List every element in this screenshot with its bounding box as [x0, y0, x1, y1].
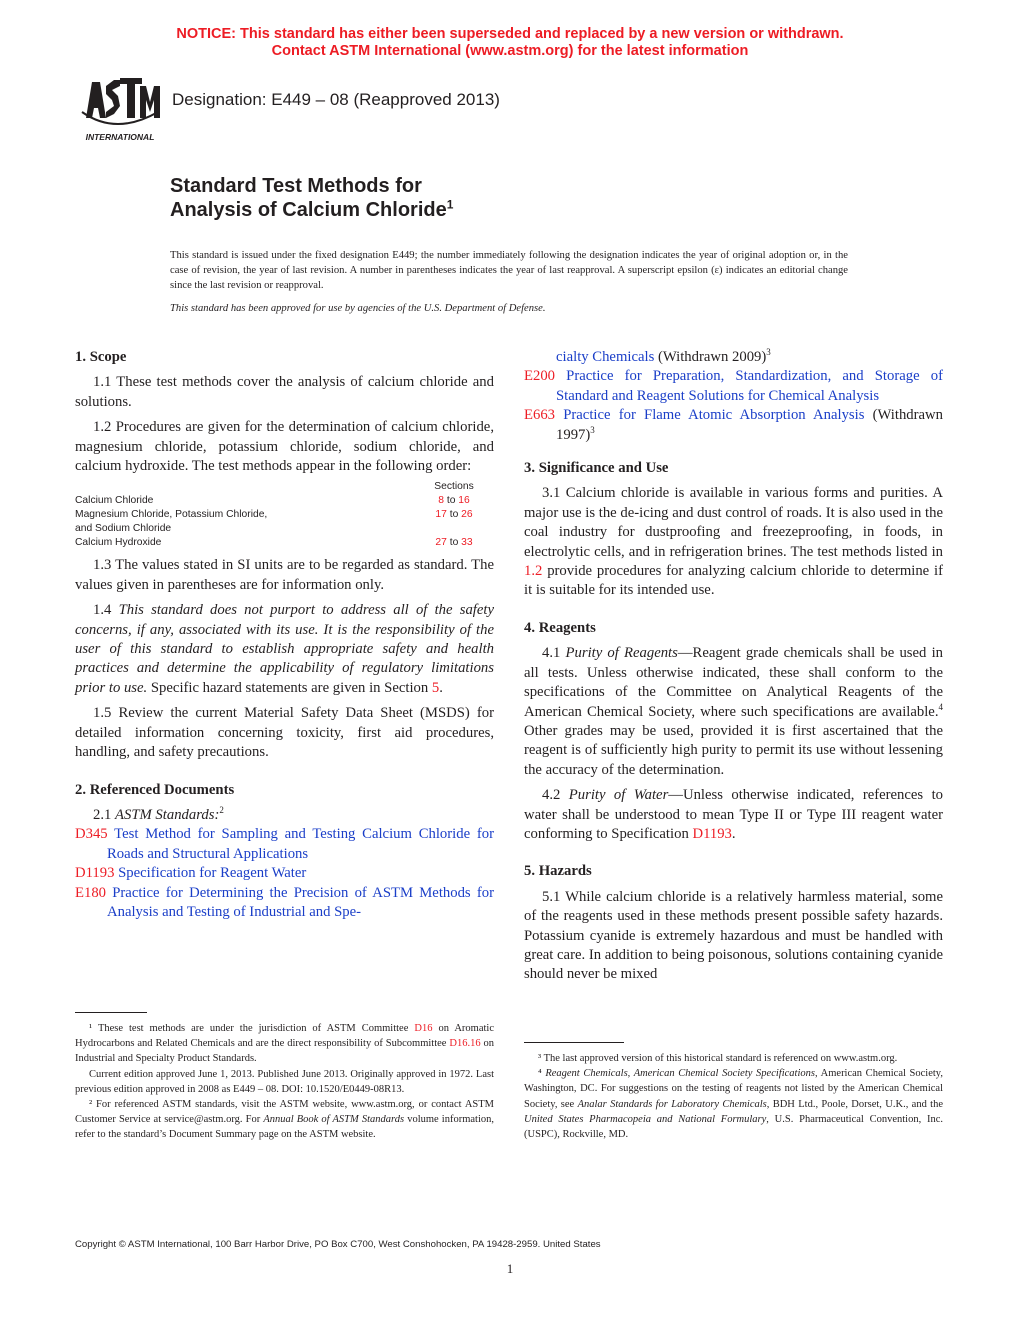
logo-label: INTERNATIONAL: [85, 132, 155, 142]
fn-link[interactable]: D16.16: [449, 1038, 481, 1050]
to-word: to: [449, 537, 459, 549]
para-text: Other grades may be used, provided it is first ascertained that the reagent is of sufficiently high purity to permit its use without lessening the accuracy of the determination.: [524, 722, 943, 778]
footnote-mark: 3: [766, 347, 771, 358]
title-footnote-mark: 1: [446, 197, 454, 212]
hazards-5-1: 5.1 While calcium chloride is a relatively harmless material, some of the reagents used in these methods present possible safety hazards. Potassium cyanide is extremely hazardous and must be handled with great care. In addition to being poisonous, solutions containing cyanide should never be mixed: [524, 888, 943, 983]
scope-heading: 1. Scope: [75, 349, 127, 365]
dod-note: This standard has been approved for use by agencies of the U.S. Department of Defense.: [170, 303, 546, 314]
footnote-mark: 4: [938, 701, 943, 712]
footnotes-right: [524, 1051, 943, 1142]
title-line-1: Standard Test Methods for: [170, 175, 422, 197]
para-label: Purity of Reagents: [565, 645, 678, 662]
title-line-2: [170, 199, 453, 222]
ref-code[interactable]: E663: [524, 407, 556, 424]
ref-item-d1193[interactable]: [75, 864, 494, 883]
section-link[interactable]: 8: [438, 495, 444, 507]
supersede-notice: [0, 26, 1020, 60]
ref-title[interactable]: Practice for Determining the Precision of ASTM Methods for Analysis and Testing of Industrial and Spe-: [107, 884, 494, 920]
section-link[interactable]: 26: [461, 509, 473, 521]
scope-1-4: 1.4 This standard does not purport to address all of the safety concerns, if any, associated with its use. It is the responsibility of the user of this standard to establish appropriate safety and health practices and determine the applicability of regulatory limitations prior to use. Specific hazard statements are given in Section 5.: [75, 602, 495, 696]
safety-tail: Specific hazard statements are given in Section: [150, 679, 429, 696]
footnote-4: [524, 1066, 943, 1142]
ref-item-e180[interactable]: [75, 884, 494, 923]
footnote-mark: 2: [219, 805, 224, 816]
fn-text: volume information, refer to the standard’s Document Summary page on the ASTM website.: [75, 1114, 494, 1141]
footnote-rule: [75, 1012, 147, 1013]
right-column: [524, 348, 943, 991]
scope-1-5: 1.5 Review the current Material Safety Data Sheet (MSDS) for detailed information concerning toxicity, first aid procedures, handling, and safety precautions.: [75, 705, 494, 761]
ref-tail: (Withdrawn 1997): [556, 407, 944, 443]
section-link[interactable]: 27: [435, 537, 447, 549]
para-num: 4.1: [542, 645, 561, 662]
row-label: Calcium Hydroxide: [75, 537, 162, 549]
ref-tail: (Withdrawn 2009): [654, 349, 767, 365]
table-row: [75, 536, 494, 550]
table-row: [75, 508, 494, 536]
fn-text: on Industrial and Specialty Product Standards.: [75, 1038, 495, 1065]
footnote-3: ³ The last approved version of this historical standard is referenced on www.astm.org.: [538, 1053, 898, 1064]
fn-text: on Aromatic Hydrocarbons and Related Chemicals and are the direct responsibility of Subcommittee: [75, 1023, 495, 1050]
issued-note: This standard is issued under the fixed designation E449; the number immediately following the designation indicates the year of original adoption or, in the case of revision, the year of last revision. A number in parentheses indicates the year of last reapproval. A superscript epsilon (ε) indicates an editorial change since the last revision or reapproval.: [170, 250, 848, 291]
section-link[interactable]: D1193: [692, 825, 732, 842]
ref-code[interactable]: D1193: [75, 865, 115, 882]
significance-3-1: [524, 484, 943, 600]
ref-title[interactable]: Practice for Flame Atomic Absorption Analysis: [563, 407, 865, 424]
astm-logo-icon: [72, 72, 164, 144]
fn-num: ⁴: [538, 1068, 542, 1080]
ref-item-e200[interactable]: [524, 367, 943, 406]
title-text: Analysis of Calcium Chloride: [170, 199, 447, 221]
fn-link[interactable]: D16: [414, 1023, 433, 1034]
ref-title[interactable]: Specification for Reagent Water: [118, 865, 307, 882]
para-text: 3.1 Calcium chloride is available in various forms and purities. A major use is the de-icing and dust control of roads. It is also used in the coal industry for dustproofing and freezeproofing, in foods, in electrolytic cells, and in refrigeration brines. The test methods listed in: [524, 485, 943, 560]
left-column: [75, 348, 494, 923]
sections-table: [75, 480, 494, 550]
notice-line-1: NOTICE: This standard has either been superseded and replaced by a new version or withdrawn.: [176, 26, 844, 42]
ref-code[interactable]: E180: [75, 884, 107, 901]
footnotes-left: [75, 1021, 494, 1143]
copyright: Copyright © ASTM International, 100 Barr Harbor Drive, PO Box C700, West Conshohocken, PA 19428-2959. United States: [75, 1239, 601, 1250]
footnote-1: [75, 1021, 494, 1067]
ref-item-d345[interactable]: [75, 825, 494, 864]
section-link[interactable]: 16: [458, 495, 470, 507]
referenced-heading: 2. Referenced Documents: [75, 781, 235, 798]
fn-text: , American Chemical Society, Washington, DC. For suggestions on the testing of reagents not listed by the American Chemical Society, see: [524, 1068, 944, 1110]
section-link[interactable]: 17: [435, 509, 447, 521]
ref-title[interactable]: Practice for Preparation, Standardization, and Storage of Standard and Reagent Solutions for Chemical Analysis: [556, 368, 944, 404]
para-text: .: [731, 825, 736, 842]
notice-line-2: Contact ASTM International (www.astm.org) for the latest information: [271, 43, 749, 59]
para-label: Purity of Water: [568, 787, 669, 804]
fn-italic: Analar Standards for Laboratory Chemicals: [577, 1098, 767, 1110]
fn-italic: Reagent Chemicals, American Chemical Society Specifications: [545, 1068, 815, 1080]
ref-item-e663[interactable]: [524, 406, 943, 445]
fn-text: ¹ These test methods are under the jurisdiction of ASTM Committee: [89, 1023, 409, 1034]
scope-1-1: 1.1 These test methods cover the analysis of calcium chloride and solutions.: [75, 374, 494, 410]
footnote-mark: 3: [590, 424, 595, 435]
footnote-2: [75, 1097, 494, 1143]
ref-title-cont[interactable]: cialty Chemicals: [556, 349, 655, 365]
ref-code[interactable]: D345: [75, 826, 108, 843]
para-text: provide procedures for analyzing calcium chloride to determine if it is suitable for its intended use.: [524, 563, 943, 599]
fn-text: , U.S. Pharmaceutical Convention, Inc. (USPC), Rockville, MD.: [524, 1113, 944, 1141]
astm-standards-label: ASTM Standards:: [115, 806, 220, 823]
row-label-cont: and Sodium Chloride: [75, 523, 172, 535]
footnote-rule: [524, 1042, 624, 1043]
reagents-4-2: [524, 786, 943, 844]
reagents-heading: 4. Reagents: [524, 619, 596, 636]
sections-header: Sections: [434, 481, 474, 493]
astm-logo: [72, 72, 164, 144]
page-number: 1: [506, 1261, 514, 1276]
hazards-heading: 5. Hazards: [524, 863, 592, 880]
fn-italic: Annual Book of ASTM Standards: [263, 1114, 405, 1126]
significance-heading: 3. Significance and Use: [524, 460, 669, 477]
para-num: 1.4: [93, 602, 112, 619]
para-text: —Reagent grade chemicals shall be used in all tests. Unless otherwise indicated, these shall conform to the specifications of the Committee on Analytical Reagents of the American Chemical Society, where such specifications are available.: [524, 645, 943, 720]
to-word: to: [446, 495, 456, 507]
fn-text: , BDH Ltd., Poole, Dorset, U.K., and the: [766, 1098, 943, 1110]
designation: Designation: E449 – 08 (Reapproved 2013): [172, 90, 500, 109]
section-link[interactable]: 5: [431, 679, 440, 696]
ref-item-e180-cont[interactable]: [524, 348, 943, 367]
safety-italic: This standard does not purport to address all of the safety concerns, if any, associated with its use. It is the responsibility of the user of this standard to establish appropriate safety and health practices and determine the applicability of regulatory limitations prior to use.: [75, 602, 495, 696]
ref-title[interactable]: Test Method for Sampling and Testing Calcium Chloride for Roads and Structural Applications: [107, 826, 494, 862]
table-row: [75, 494, 494, 508]
reagents-4-1: [524, 644, 943, 780]
para-num: 2.1: [93, 806, 112, 823]
section-link[interactable]: 33: [461, 537, 473, 549]
section-link[interactable]: 1.2: [524, 563, 543, 580]
to-word: to: [449, 509, 459, 521]
ref-2-1: [75, 806, 494, 825]
ref-code[interactable]: E200: [524, 368, 556, 385]
para-text: —Unless otherwise indicated, references to water shall be understood to mean Type II or Type III reagent water conforming to Specification: [524, 787, 943, 842]
scope-1-3: 1.3 The values stated in SI units are to be regarded as standard. The values given in parentheses are for information only.: [75, 557, 494, 593]
footnote-1-edition: Current edition approved June 1, 2013. Published June 2013. Originally approved in 1972. Last previous edition approved in 2008 as E449 – 08. DOI: 10.1520/E0449-08R13.: [75, 1068, 494, 1095]
row-label: Calcium Chloride: [75, 495, 154, 507]
fn-italic: United States Pharmacopeia and National Formulary: [524, 1113, 767, 1125]
scope-1-2: 1.2 Procedures are given for the determination of calcium chloride, magnesium chloride, potassium chloride, sodium chloride, and calcium hydroxide. The test methods appear in the following order:: [75, 419, 494, 475]
para-num: 4.2: [542, 787, 561, 804]
row-label: Magnesium Chloride, Potassium Chloride,: [75, 509, 268, 521]
fn-text: ² For referenced ASTM standards, visit the ASTM website, www.astm.org, or contact ASTM Customer Service at service@astm.org. For: [75, 1099, 494, 1126]
